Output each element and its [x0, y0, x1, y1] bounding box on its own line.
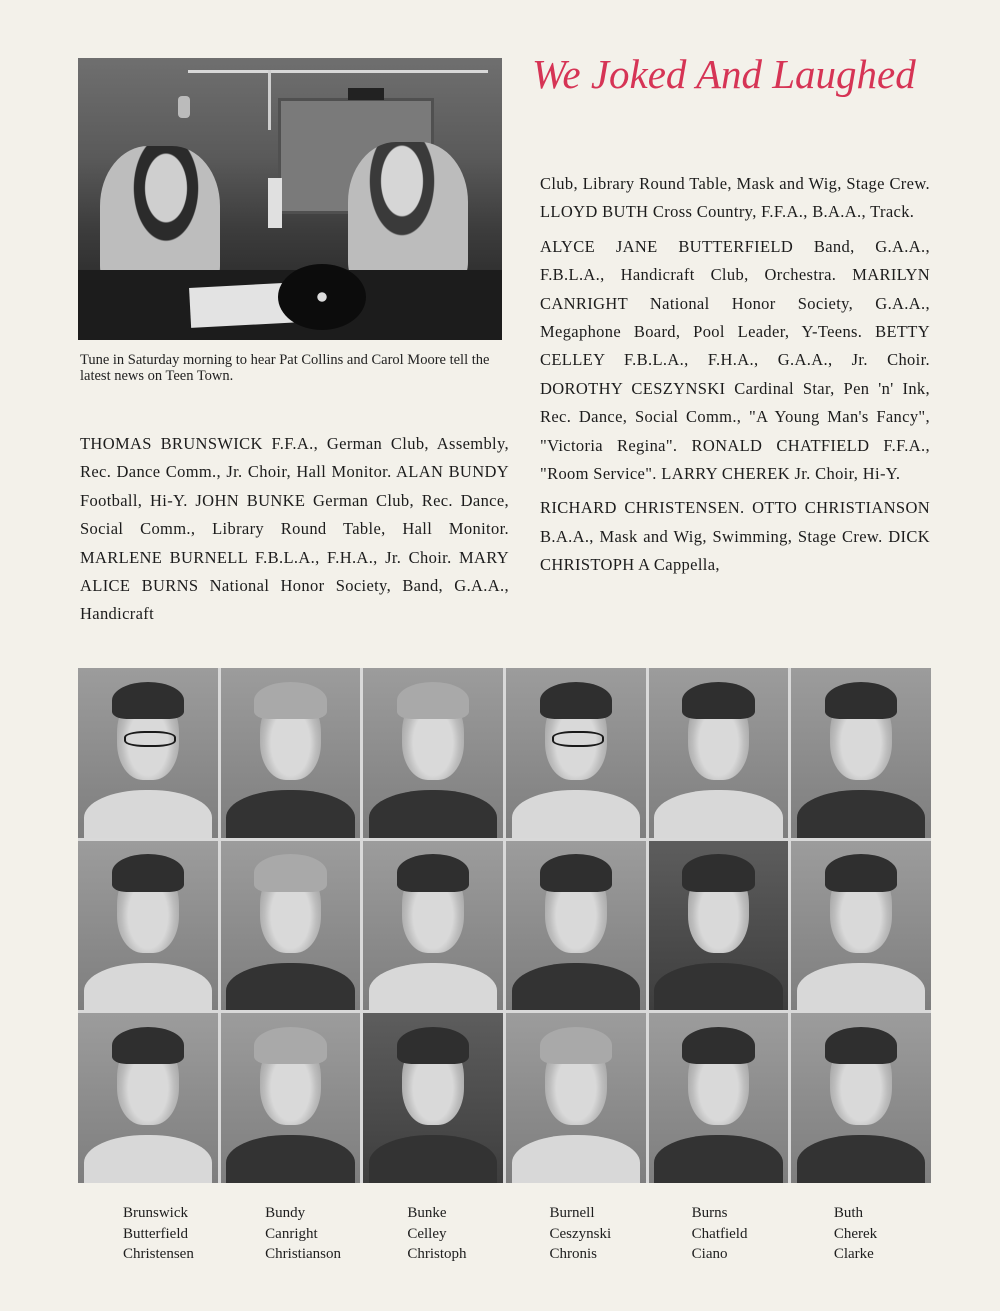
student-name: Chronis: [549, 1246, 598, 1262]
portrait: [506, 1013, 646, 1183]
portrait: [78, 1013, 218, 1183]
name-column: [505, 1203, 647, 1265]
student-name: Christianson: [265, 1246, 341, 1262]
portrait-grid: [78, 668, 931, 1183]
student-name: Clarke: [833, 1246, 874, 1262]
student-name: Ciano: [691, 1246, 728, 1262]
portrait: [363, 841, 503, 1011]
vinyl-record-icon: [278, 264, 366, 330]
name-column: [362, 1203, 504, 1265]
portrait: [791, 668, 931, 838]
name-column: [220, 1203, 362, 1265]
student-name: Butterfield: [123, 1225, 188, 1242]
student-name: Bundy: [265, 1205, 306, 1221]
left-paragraph: THOMAS BRUNSWICK F.F.A., German Club, Assembly, Rec. Dance Comm., Jr. Choir, Hall Monitor. ALAN BUNDY Football, Hi-Y. JOHN BUNKE German Club, Rec. Dance, Social Comm., Library Round Table, Hall Monitor. MARLENE BURNELL F.B.L.A., F.H.A., Jr. Choir. MARY ALICE BURNS National Honor Society, Band, G.A.A., Handicraft: [80, 434, 509, 624]
microphone-icon: [178, 96, 190, 118]
student-name: Canright: [265, 1225, 318, 1242]
name-column: [78, 1203, 220, 1265]
student-name: Cherek: [833, 1225, 878, 1242]
portrait: [506, 841, 646, 1011]
name-column: [647, 1203, 789, 1265]
mic-boom: [188, 70, 488, 73]
name-column: [789, 1203, 931, 1265]
right-paragraph-1: Club, Library Round Table, Mask and Wig, Stage Crew. LLOYD BUTH Cross Country, F.F.A., B.A.A., Track.: [540, 174, 930, 222]
student-name: Christensen: [123, 1246, 194, 1262]
portrait-names: [78, 1203, 931, 1265]
desk-microphone-icon: [268, 178, 282, 228]
portrait: [363, 1013, 503, 1183]
portrait: [221, 1013, 361, 1183]
portrait: [649, 841, 789, 1011]
student-name: Celley: [407, 1225, 447, 1242]
right-paragraph-2: ALYCE JANE BUTTERFIELD Band, G.A.A., F.B.L.A., Handicraft Club, Orchestra. MARILYN CANRIGHT National Honor Society, G.A.A., Megaphone Board, Pool Leader, Y-Teens. BETTY CELLEY F.B.L.A., F.H.A., G.A.A., Jr. Choir. DOROTHY CESZYNSKI Cardinal Star, Pen 'n' Ink, Rec. Dance, Social Comm., "A Young Man's Fancy", "Victoria Regina". RONALD CHATFIELD F.F.A., "Room Service". LARRY CHEREK Jr. Choir, Hi-Y.: [540, 236, 930, 484]
radio-studio-photo: [78, 58, 502, 340]
photo-caption: Tune in Saturday morning to hear Pat Collins and Carol Moore tell the latest news on Teen Town.: [80, 352, 490, 384]
student-name: Bunke: [407, 1205, 447, 1221]
glasses-icon: [552, 731, 603, 747]
portrait: [363, 668, 503, 838]
portrait: [221, 841, 361, 1011]
portrait: [221, 668, 361, 838]
portrait: [791, 841, 931, 1011]
mic-boom-arm: [268, 70, 271, 130]
student-name: Christoph: [407, 1246, 467, 1262]
portrait: [791, 1013, 931, 1183]
right-text-column: [540, 170, 930, 580]
student-name: Burnell: [549, 1205, 595, 1221]
mic-head-icon: [348, 88, 384, 100]
portrait: [506, 668, 646, 838]
portrait: [78, 841, 218, 1011]
right-paragraph-3: RICHARD CHRISTENSEN. OTTO CHRISTIANSON B.A.A., Mask and Wig, Swimming, Stage Crew. DICK CHRISTOPH A Cappella,: [540, 498, 930, 575]
student-name: Ceszynski: [549, 1225, 612, 1242]
portrait: [649, 1013, 789, 1183]
portrait: [649, 668, 789, 838]
page-title: We Joked And Laughed: [532, 51, 916, 97]
left-text-column: [80, 430, 509, 629]
glasses-icon: [124, 731, 175, 747]
student-name: Brunswick: [123, 1205, 188, 1221]
portrait: [78, 668, 218, 838]
student-name: Buth: [833, 1205, 864, 1221]
student-name: Burns: [691, 1205, 728, 1221]
student-name: Chatfield: [691, 1225, 748, 1242]
